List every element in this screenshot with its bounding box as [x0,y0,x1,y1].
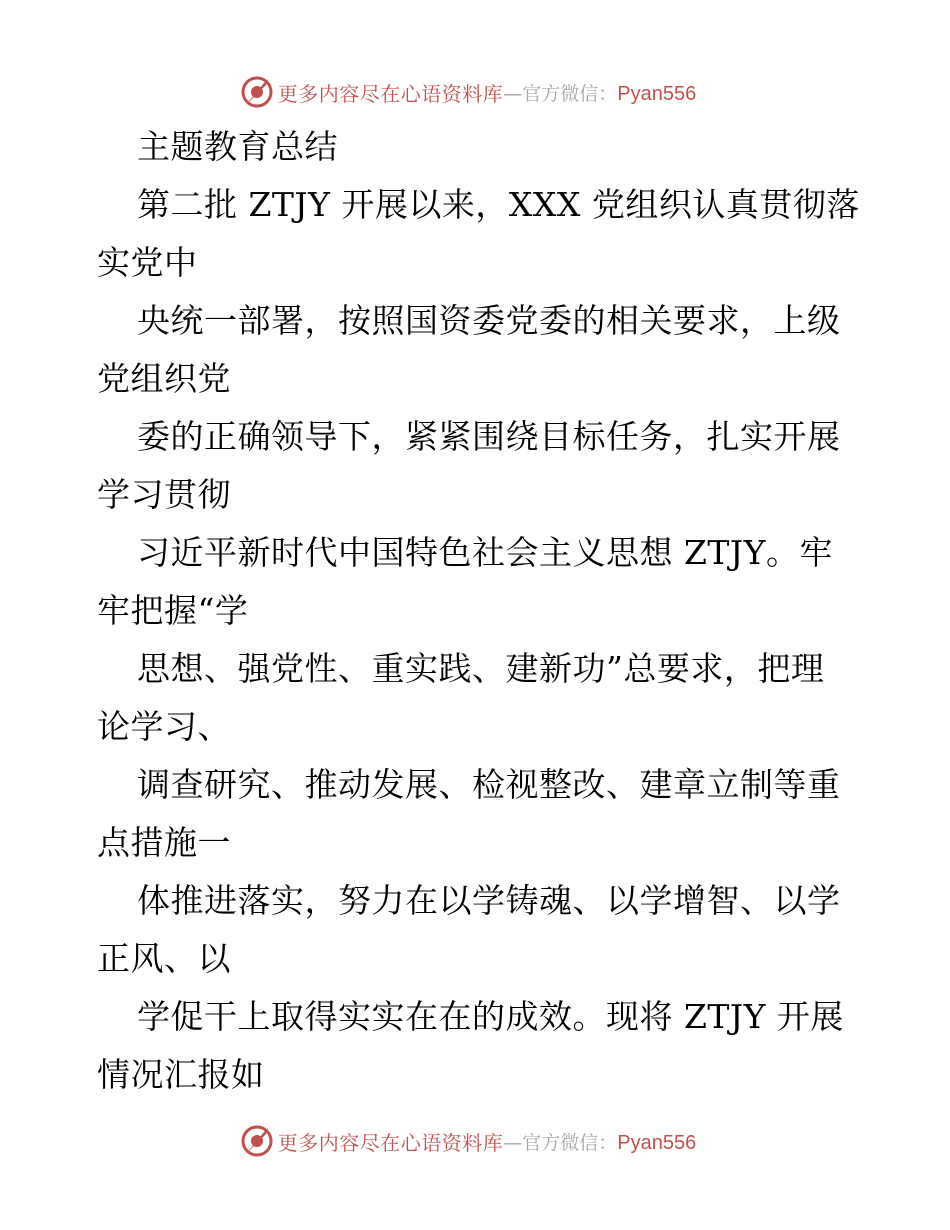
watermark-wechat-id: Pyan556 [617,1131,697,1154]
quill-logo-icon [240,75,274,109]
watermark-separator [503,1128,696,1155]
watermark-wechat-id: Pyan556 [617,82,697,105]
quill-logo-icon [240,1124,274,1158]
text-line: 实党中 [97,243,198,282]
header-watermark [0,72,950,112]
text-line: 调查研究、推动发展、检视整改、建章立制等重 [137,765,841,804]
text-line: 思想、强党性、重实践、建新功”总要求，把理 [137,649,825,688]
text-line: 央统一部署，按照国资委党委的相关要求，上级 [137,301,841,340]
text-line: 学促干上取得实实在在的成效。现将 ZTJY 开展 [137,997,844,1036]
text-line: 牢把握“学 [97,591,249,630]
text-line: 党组织党 [97,359,231,398]
text-line: 正风、以 [97,939,231,978]
text-line: 情况汇报如 [97,1055,265,1094]
text-line: 体推进落实，努力在以学铸魂、以学增智、以学 [137,881,841,920]
text-line: 委的正确领导下，紧紧围绕目标任务，扎实开展 [137,417,841,456]
text-line: 第二批 ZTJY 开展以来，XXX 党组织认真贯彻落 [137,185,860,224]
document-title: 主题教育总结 [137,127,338,166]
document-body [97,118,860,1104]
text-line: 点措施一 [97,823,231,862]
text-line: 习近平新时代中国特色社会主义思想 ZTJY。牢 [137,533,833,572]
watermark-text: 更多内容尽在心语资料库 [277,81,504,106]
watermark-separator [503,79,696,106]
watermark-separator-text: —官方微信： [503,1131,618,1154]
text-line: 学习贯彻 [97,475,231,514]
footer-watermark [0,1121,950,1161]
watermark-text: 更多内容尽在心语资料库 [277,1130,504,1155]
text-line: 论学习、 [97,707,231,746]
watermark-separator-text: —官方微信： [503,82,618,105]
